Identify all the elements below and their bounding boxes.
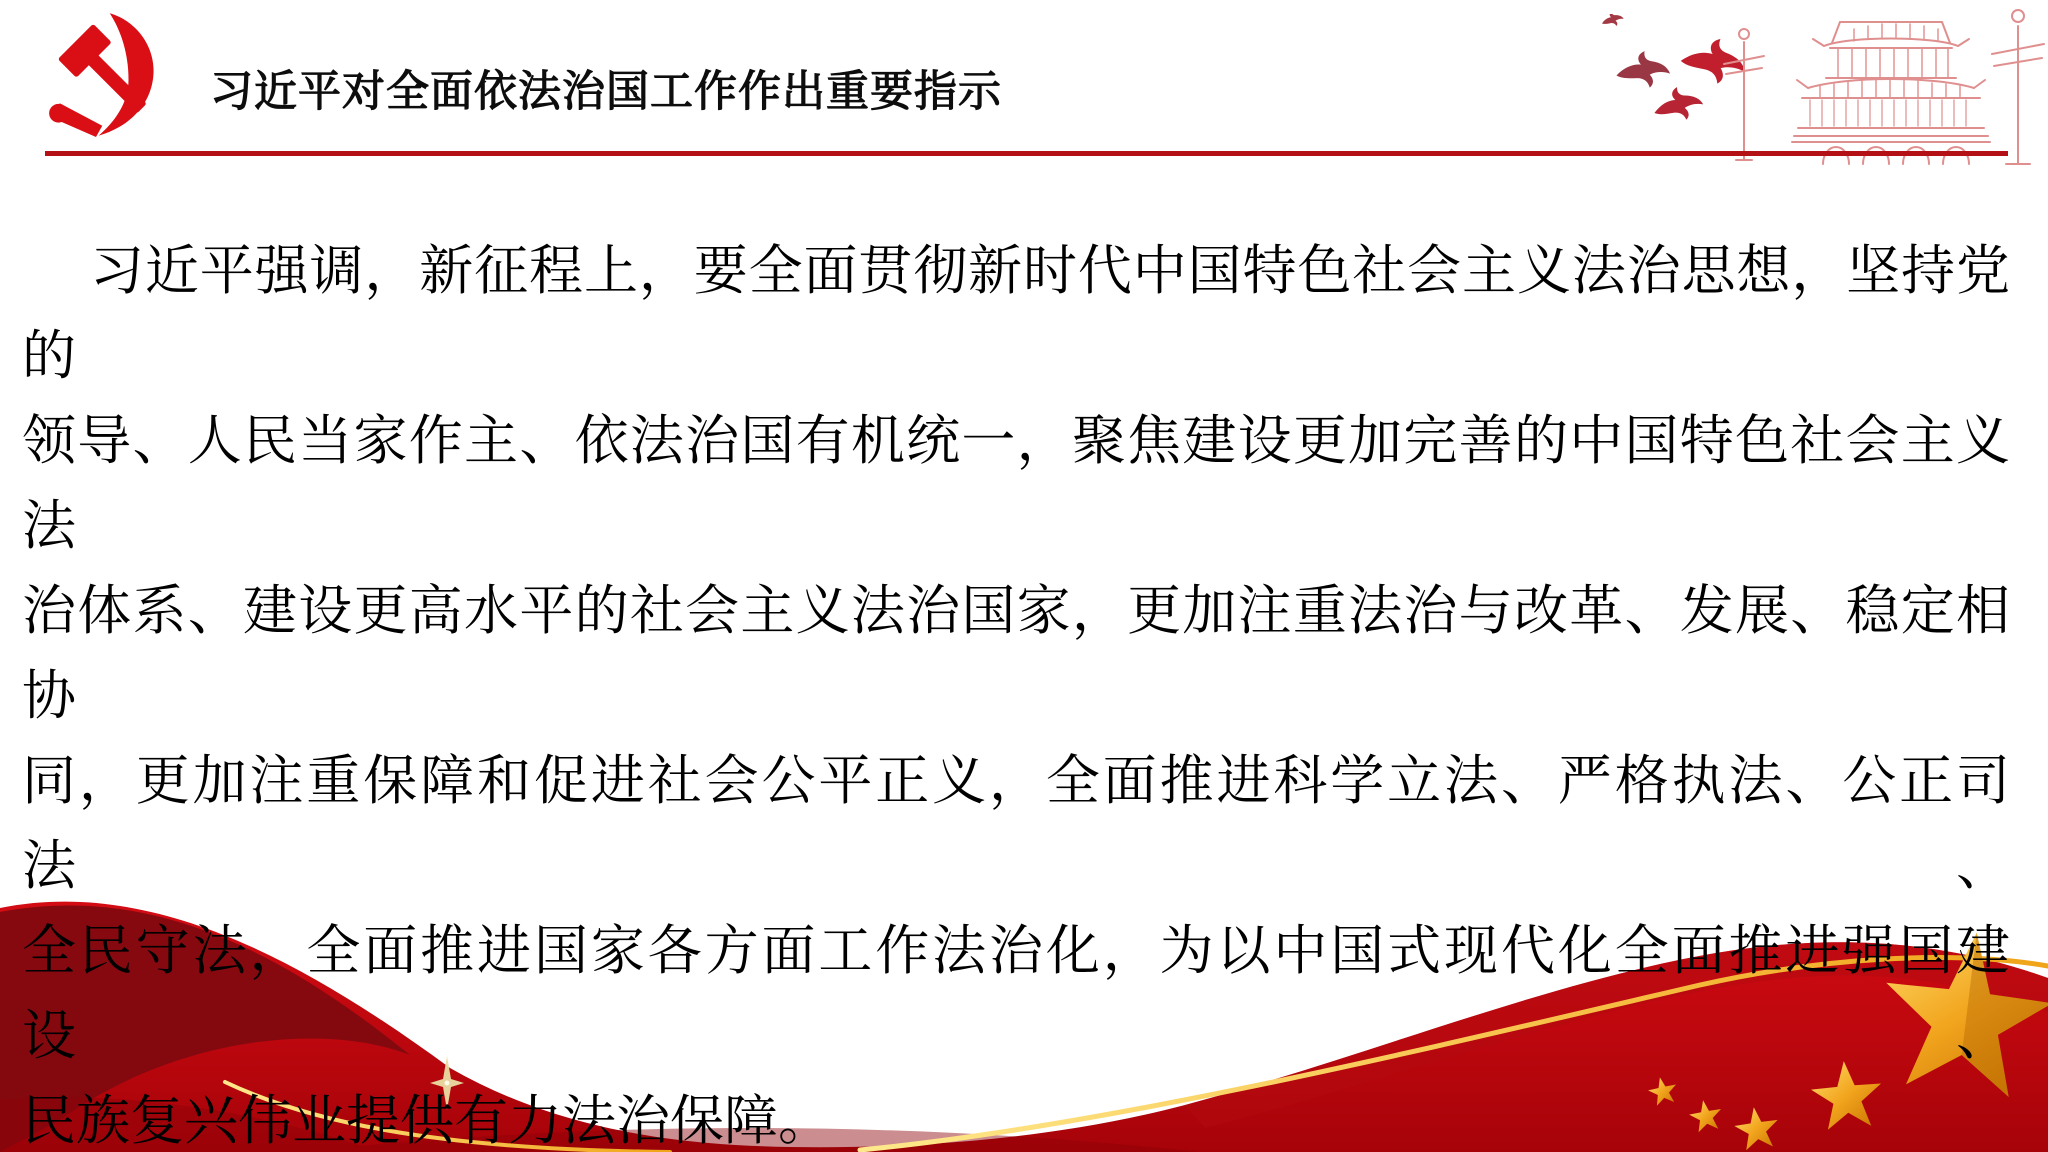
paragraph-line: 民族复兴伟业提供有力法治保障。	[22, 1091, 832, 1151]
body-paragraph	[22, 229, 2010, 1152]
paragraph-line: 习近平强调，新征程上，要全面贯彻新时代中国特色社会主义法治思想，坚持党的	[22, 241, 2010, 386]
paragraph-line: 治体系、建设更高水平的社会主义法治国家，更加注重法治与改革、发展、稳定相协	[22, 581, 2010, 726]
slide-title: 习近平对全面依法治国工作作出重要指示	[210, 68, 1002, 116]
header-divider	[45, 151, 2008, 156]
paragraph-line: 同，更加注重保障和促进社会公平正义，全面推进科学立法、严格执法、公正司法、	[22, 751, 2010, 896]
tiananmen-icon	[1696, 0, 2048, 166]
paragraph-line: 领导、人民当家作主、依法治国有机统一，聚焦建设更加完善的中国特色社会主义法	[22, 411, 2010, 556]
paragraph-line: 全民守法，全面推进国家各方面工作法治化，为以中国式现代化全面推进强国建设、	[22, 921, 2010, 1066]
party-emblem-icon	[42, 12, 170, 142]
